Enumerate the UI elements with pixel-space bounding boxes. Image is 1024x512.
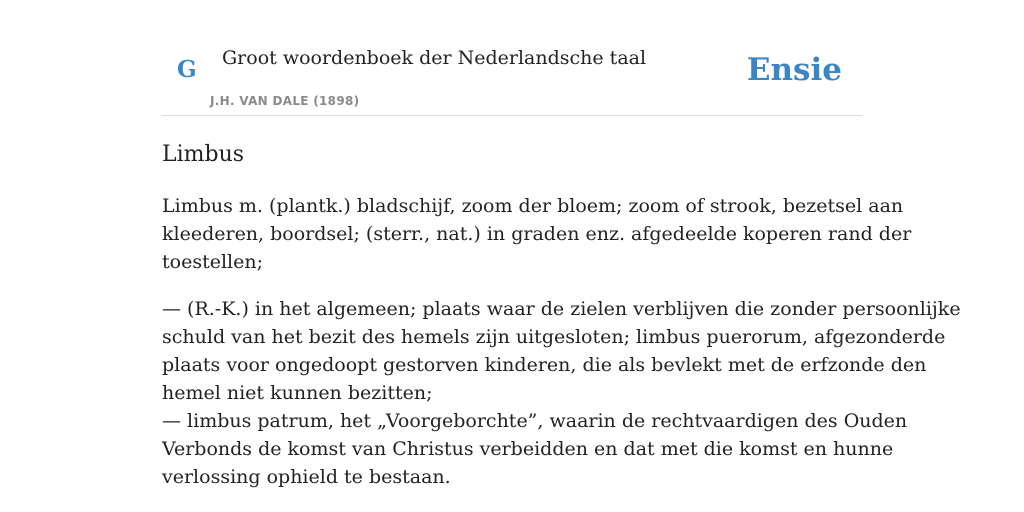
definition-paragraph bbox=[162, 192, 912, 276]
entry-title: Limbus bbox=[162, 142, 245, 167]
definition-line: — limbus patrum, het „Voorgeborchte”, waarin de rechtvaardigen des Ouden bbox=[162, 410, 908, 432]
definition-line: verlossing ophield te bestaan. bbox=[162, 466, 451, 488]
definition-line: — (R.-K.) in het algemeen; plaats waar de zielen verblijven die zonder persoonlijke bbox=[162, 298, 961, 320]
definition-paragraph bbox=[162, 295, 961, 491]
entry-body bbox=[162, 192, 961, 510]
definition-line: Verbonds de komst van Christus verbeidden en dat met die komst en hunne bbox=[162, 438, 894, 460]
dictionary-page bbox=[162, 0, 961, 488]
ensie-logo[interactable]: Ensie bbox=[746, 52, 842, 88]
definition-line: kleederen, boordsel; (sterr., nat.) in graden enz. afgedeelde koperen rand der bbox=[162, 223, 912, 245]
book-letter-icon[interactable]: G bbox=[177, 56, 197, 83]
definition-line: toestellen; bbox=[162, 251, 263, 273]
definition-line: plaats voor ongedoopt gestorven kinderen, die als bevlekt met de erfzonde den bbox=[162, 354, 927, 376]
definition-line: hemel niet kunnen bezitten; bbox=[162, 382, 433, 404]
definition-line: schuld van het bezit des hemels zijn uitgesloten; limbus puerorum, afgezonderde bbox=[162, 326, 946, 348]
book-title-link[interactable]: Groot woordenboek der Nederlandsche taal bbox=[222, 47, 647, 69]
page-header bbox=[162, 0, 862, 116]
definition-line: Limbus m. (plantk.) bladschijf, zoom der bloem; zoom of strook, bezetsel aan bbox=[162, 195, 904, 217]
book-author: J.H. VAN DALE (1898) bbox=[210, 94, 360, 108]
